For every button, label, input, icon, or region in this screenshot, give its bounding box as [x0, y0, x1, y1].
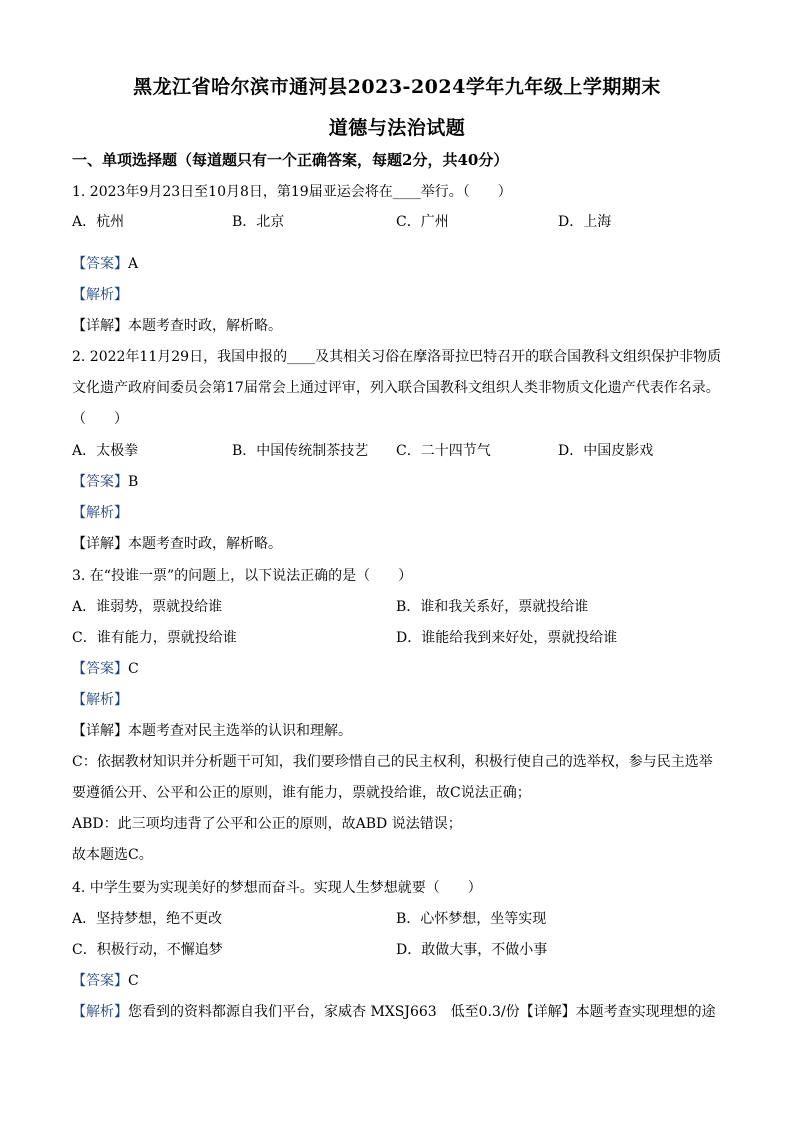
q2-stem-line2: 文化遗产政府间委员会第17届常会上通过评审，列入联合国教科文组织人类非物质文化遗产代表作名录。 — [72, 380, 720, 396]
analysis-label: 【解析】 — [72, 505, 128, 521]
q4-answer — [72, 971, 139, 991]
detail-label: 【详解】 — [519, 1004, 576, 1020]
q4-answer-value: C — [128, 973, 139, 989]
document-title-line2: 道德与法治试题 — [328, 117, 466, 139]
q2-answer — [72, 472, 138, 492]
q1-answer — [72, 254, 138, 274]
q4-option-c: C．积极行动，不懈追梦 — [72, 942, 223, 958]
q1-detail-text: 本题考查时政，解析略。 — [128, 318, 282, 334]
q1-answer-value: A — [128, 256, 139, 272]
detail-label: 【详解】 — [72, 536, 128, 552]
q3-detail — [72, 721, 352, 741]
document-title-line1: 黑龙江省哈尔滨市通河县2023-2024学年九年级上学期期末 — [133, 76, 661, 98]
q4-option-a: A．坚持梦想，绝不更改 — [72, 911, 223, 927]
q2-option-b: B．中国传统制茶技艺 — [232, 443, 369, 459]
q3-answer-value: C — [128, 661, 139, 677]
q2-stem-line1: 2. 2022年11月29日，我国申报的____及其相关习俗在摩洛哥拉巴特召开的联合国教科文组织保护非物质 — [72, 349, 722, 365]
q4-analysis — [72, 1002, 716, 1022]
q3-explain-line3: ABD：此三项均违背了公平和公正的原则，故ABD 说法错误； — [72, 816, 462, 832]
q1-option-a: A．杭州 — [72, 214, 125, 230]
q3-answer — [72, 659, 139, 679]
analysis-label: 【解析】 — [72, 1004, 128, 1020]
q4-analysis-text: 您看到的资料都源自我们平台，家威杏 MXSJ663 低至0.3/份 — [128, 1004, 520, 1020]
q2-detail-text: 本题考查时政，解析略。 — [128, 536, 282, 552]
q2-option-d: D．中国皮影戏 — [558, 443, 654, 459]
q1-stem: 1. 2023年9月23日至10月8日，第19届亚运会将在____举行。（ ） — [72, 184, 512, 200]
q2-analysis — [72, 503, 128, 523]
answer-label: 【答案】 — [72, 474, 128, 490]
q4-detail-text: 本题考查实现理想的途 — [575, 1004, 716, 1020]
q3-option-b: B．谁和我关系好，票就投给谁 — [396, 599, 589, 615]
q3-option-d: D．谁能给我到来好处，票就投给谁 — [396, 630, 618, 646]
q3-detail-text: 本题考查对民主选举的认识和理解。 — [128, 723, 352, 739]
answer-label: 【答案】 — [72, 973, 128, 989]
q3-explain-line4: 故本题选C。 — [72, 847, 153, 863]
q1-option-b: B．北京 — [232, 214, 285, 230]
analysis-label: 【解析】 — [72, 692, 128, 708]
q4-option-d: D．敢做大事，不做小事 — [396, 942, 548, 958]
answer-label: 【答案】 — [72, 256, 128, 272]
section-heading: 一、单项选择题（每道题只有一个正确答案，每题2分，共40分） — [72, 151, 509, 169]
q2-answer-value: B — [128, 474, 139, 490]
q2-detail — [72, 534, 282, 554]
q3-explain-line2: 要遵循公开、公平和公正的原则，谁有能力，票就投给谁，故C说法正确； — [72, 785, 531, 801]
detail-label: 【详解】 — [72, 723, 128, 739]
answer-label: 【答案】 — [72, 661, 128, 677]
q1-option-d: D．上海 — [558, 214, 612, 230]
q3-stem: 3. 在“投谁一票”的问题上，以下说法正确的是（ ） — [72, 568, 413, 584]
detail-label: 【详解】 — [72, 318, 128, 334]
analysis-label: 【解析】 — [72, 287, 128, 303]
q3-analysis — [72, 690, 128, 710]
q1-detail — [72, 316, 282, 336]
q3-explain-line1: C：依据教材知识并分析题干可知，我们要珍惜自己的民主权利，积极行使自己的选举权，参与民主选举 — [72, 754, 713, 770]
q1-option-c: C．广州 — [396, 214, 449, 230]
q3-option-a: A．谁弱势，票就投给谁 — [72, 599, 223, 615]
q4-stem: 4. 中学生要为实现美好的梦想而奋斗。实现人生梦想就要（ ） — [72, 880, 482, 896]
q1-analysis — [72, 285, 128, 305]
q2-option-a: A．太极拳 — [72, 443, 139, 459]
q3-option-c: C．谁有能力，票就投给谁 — [72, 630, 237, 646]
q2-option-c: C．二十四节气 — [396, 443, 491, 459]
q2-stem-line3: （ ） — [72, 411, 128, 427]
q4-option-b: B．心怀梦想，坐等实现 — [396, 911, 547, 927]
